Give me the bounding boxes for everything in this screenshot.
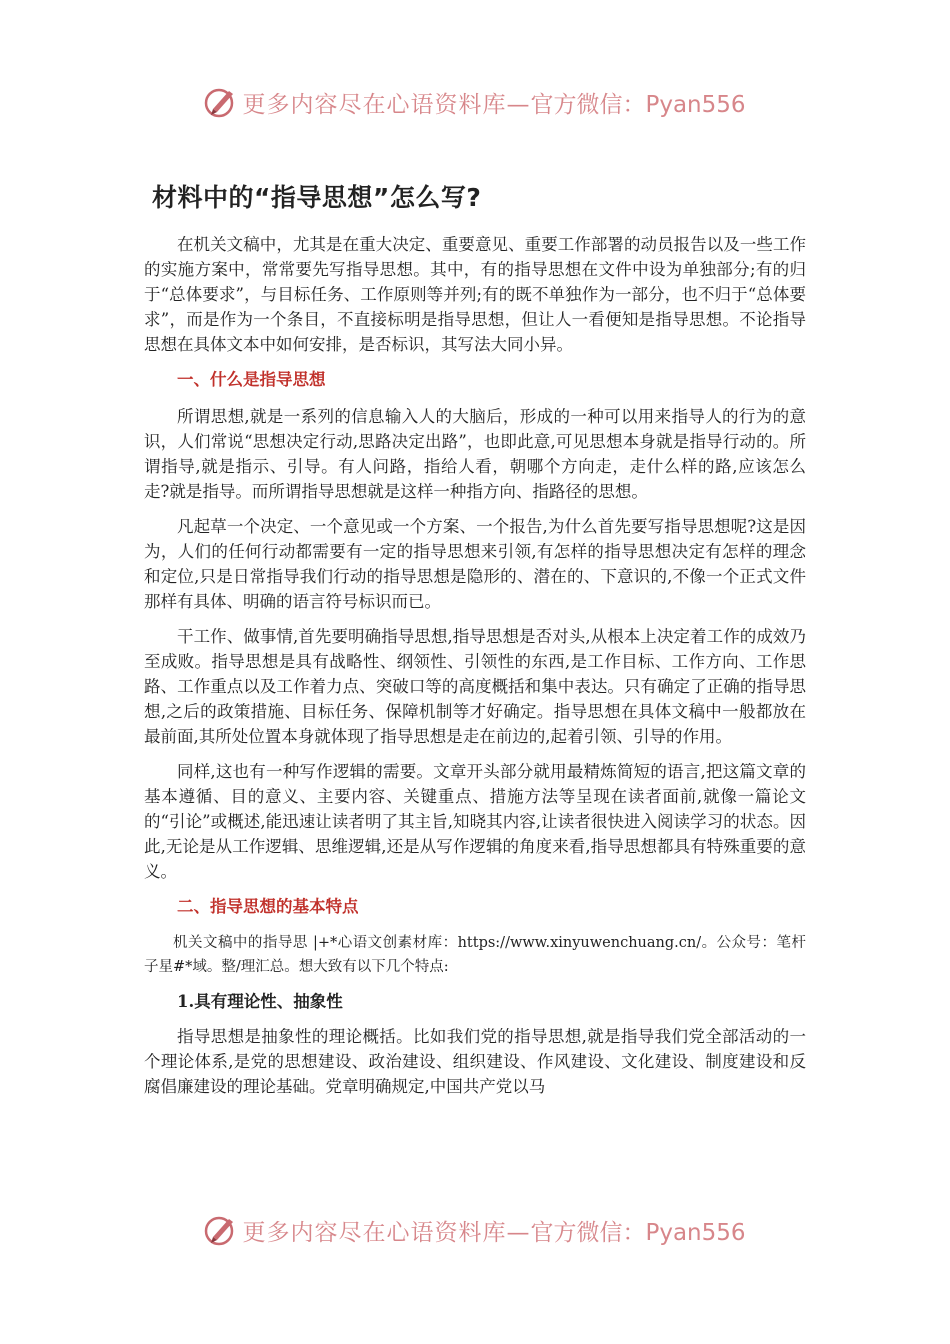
- intro-paragraph: 在机关文稿中，尤其是在重大决定、重要意见、重要工作部署的动员报告以及一些工作的实施方案中，常常要先写指导思想。其中，有的指导思想在文件中设为单独部分;有的归于“总体要求”，与目标任务、工作原则等并列;有的既不单独作为一部分，也不归于“总体要求”，而是作为一个条目，不直接标明是指导思想，但让人一看便知是指导思想。不论指导思想在具体文本中如何安排，是否标识，其写法大同小异。: [144, 235, 806, 354]
- section2-paragraph-1: 机关文稿中的指导思 |+*心语文创素材库：https://www.xinyuwenchuang.cn/。公众号：笔杆子星#*域。整/理汇总。想大致有以下几个特点:: [144, 935, 806, 975]
- section2-paragraph-2: 指导思想是抽象性的理论概括。比如我们党的指导思想,就是指导我们党全部活动的一个理论体系,是党的思想建设、政治建设、组织建设、作风建设、文化建设、制度建设和反腐倡廉建设的理论基础。党章明确规定,中国共产党以马: [144, 1027, 806, 1096]
- section1-paragraph-4: 同样,这也有一种写作逻辑的需要。文章开头部分就用最精炼简短的语言,把这篇文章的基本遵循、目的意义、主要内容、关键重点、措施方法等呈现在读者面前,就像一篇论文的“引论”或概述,能迅速让读者明了其主旨,知晓其内容,让读者很快进入阅读学习的状态。因此,无论是从工作逻辑、思维逻辑,还是从写作逻辑的角度来看,指导思想都具有特殊重要的意义。: [144, 762, 806, 881]
- section1-paragraph-3: 干工作、做事情,首先要明确指导思想,指导思想是否对头,从根本上决定着工作的成效乃至成败。指导思想是具有战略性、纲领性、引领性的东西,是工作目标、工作方向、工作思路、工作重点以及工作着力点、突破口等的高度概括和集中表达。只有确定了正确的指导思想,之后的政策措施、目标任务、保障机制等才好确定。指导思想在具体文稿中一般都放在最前面,其所处位置本身就体现了指导思想是走在前边的,起着引领、引导的作用。: [144, 627, 806, 746]
- banner-text: 更多内容尽在心语资料库—: [242, 91, 531, 118]
- pen-logo-icon: [204, 85, 238, 119]
- banner-wechat: 官方微信：Pyan556: [530, 91, 746, 118]
- footer-watermark-banner: [0, 1210, 950, 1250]
- document-body: [144, 178, 806, 1109]
- banner-wechat: 官方微信：Pyan556: [530, 1219, 746, 1246]
- banner-text: 更多内容尽在心语资料库—: [242, 1219, 531, 1246]
- page-title: 材料中的“指导思想”怎么写?: [152, 183, 482, 212]
- section1-paragraph-2: 凡起草一个决定、一个意见或一个方案、一个报告,为什么首先要写指导思想呢?这是因为，人们的任何行动都需要有一定的指导思想来引领,有怎样的指导思想决定有怎样的理念和定位,只是日常指导我们行动的指导思想是隐形的、潜在的、下意识的,不像一个正式文件那样有具体、明确的语言符号标识而已。: [144, 517, 806, 611]
- pen-logo-icon: [204, 1213, 238, 1247]
- subsection-heading-1: 1.具有理论性、抽象性: [177, 992, 343, 1011]
- section1-paragraph-1: 所谓思想,就是一系列的信息输入人的大脑后，形成的一种可以用来指导人的行为的意识，人们常说“思想决定行动,思路决定出路”，也即此意,可见思想本身就是指导行动的。所谓指导,就是指示、引导。有人问路，指给人看，朝哪个方向走，走什么样的路,应该怎么走?就是指导。而所谓指导思想就是这样一种指方向、指路径的思想。: [144, 407, 806, 501]
- section-heading-2: 二、指导思想的基本特点: [177, 897, 359, 916]
- section-heading-1: 一、什么是指导思想: [177, 370, 326, 389]
- header-watermark-banner: [0, 82, 950, 122]
